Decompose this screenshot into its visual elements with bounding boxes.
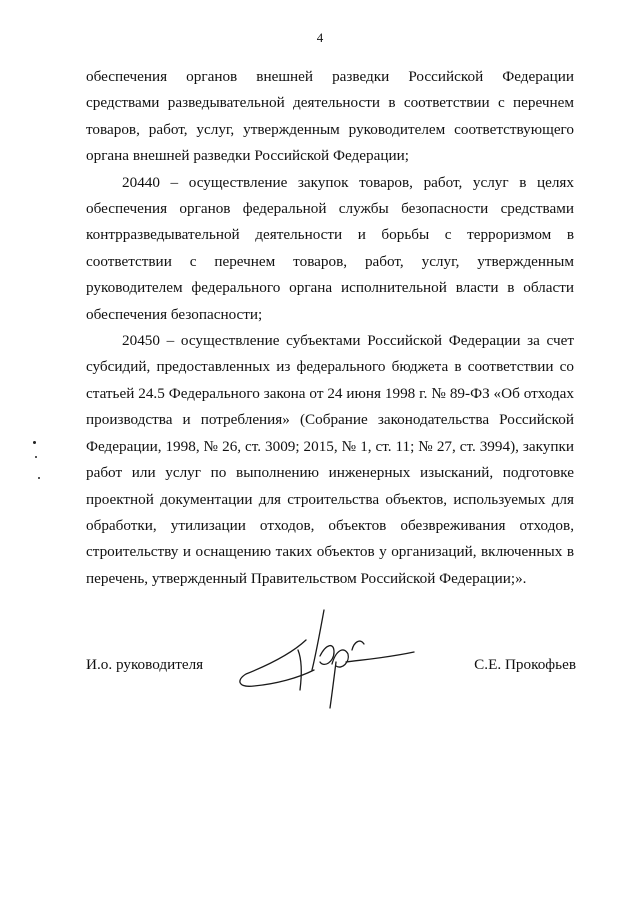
margin-mark [38, 477, 40, 479]
paragraph-continuation: обеспечения органов внешней разведки Российской Федерации средствами разведывательной деятельности в соответствии с перечнем товаров, работ, услуг, утвержденным руководителем соответствующего органа внешней разведки Российской Федерации; [86, 68, 574, 165]
signatory-role: И.о. руководителя [86, 656, 204, 673]
signatory-name: С.Е. Прокофьев [474, 656, 576, 673]
paragraph-20440: 20440 – осуществление закупок товаров, работ, услуг в целях обеспечения органов федеральной службы безопасности средствами контрразведывательной деятельности и борьбы с терроризмом в соответствии с перечнем товаров, работ, услуг, утвержденным руководителем федерального органа исполнительной власти в области обеспечения безопасности; [86, 173, 574, 323]
page-number: 4 [316, 30, 324, 45]
margin-mark [35, 456, 37, 458]
margin-mark [33, 441, 36, 444]
document-body [86, 64, 574, 592]
paragraph-20450: 20450 – осуществление субъектами Российской Федерации за счет субсидий, предоставленных из федерального бюджета в соответствии со статьей 24.5 Федерального закона от 24 июня 1998 г. № 89-ФЗ «Об отходах производства и потребления» (Собрание законодательства Российской Федерации, 1998, № 26, ст. 3009; 2015, № 1, ст. 11; № 27, ст. 3994), закупки работ или услуг по выполнению инженерных изысканий, подготовке проектной документации для строительства объектов, используемых для обработки, утилизации отходов, объектов обезвреживания отходов, строительству и оснащению таких объектов у организаций, включенных в перечень, утвержденный Правительством Российской Федерации;». [86, 332, 574, 587]
handwritten-signature [236, 604, 426, 714]
